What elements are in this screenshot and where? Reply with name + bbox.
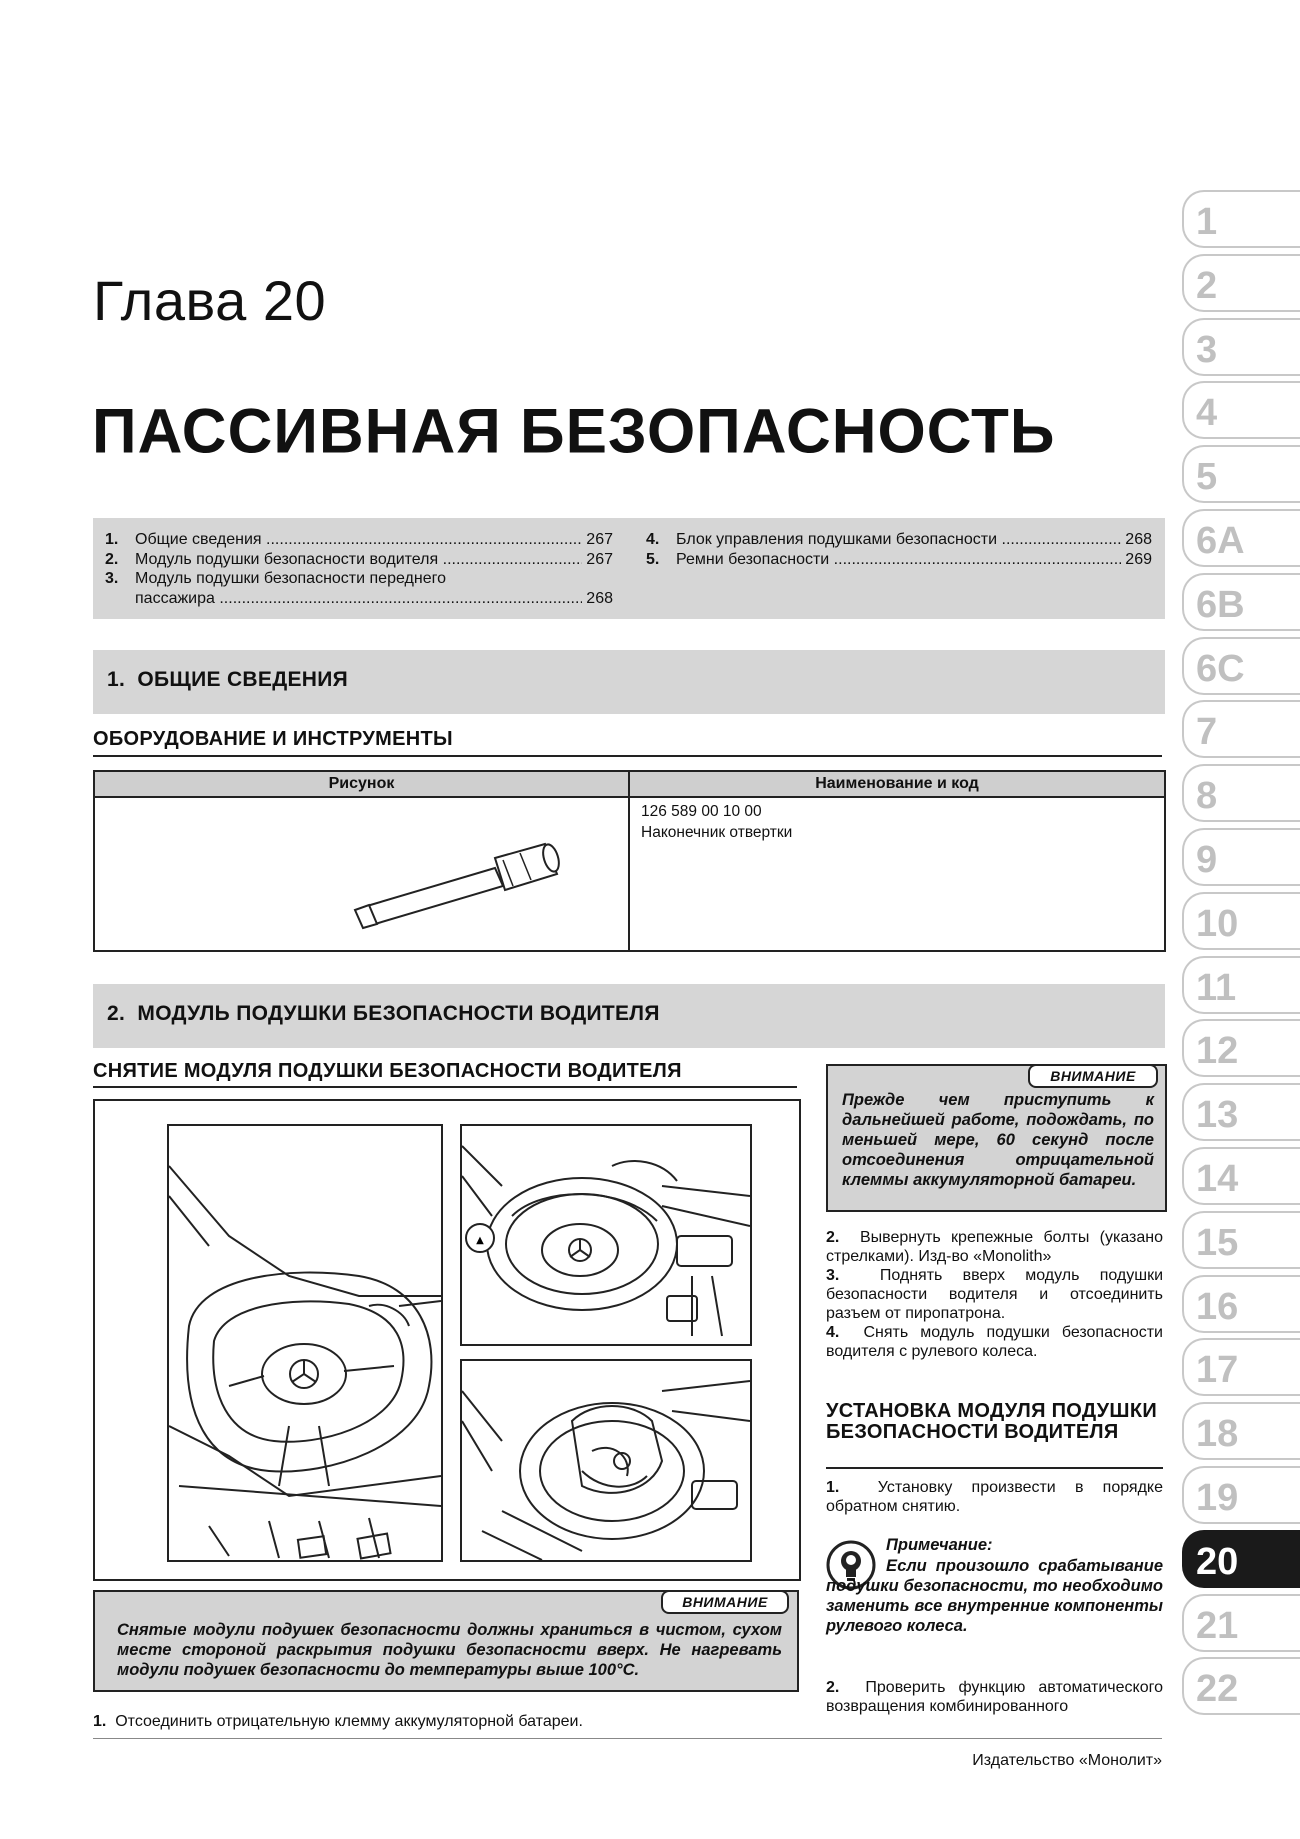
chapter-tab-label: 18	[1196, 1413, 1239, 1456]
step-number: 4.	[826, 1324, 840, 1341]
step-number: 3.	[826, 1267, 840, 1284]
chapter-tab-12[interactable]	[1182, 1019, 1300, 1077]
steering-wheel-line-art	[462, 1126, 750, 1344]
chapter-label: Глава 20	[93, 269, 327, 332]
chapter-tab-11[interactable]	[1182, 956, 1300, 1014]
figure-panel-steering-wheel	[460, 1124, 752, 1346]
chapter-tab-7[interactable]	[1182, 700, 1300, 758]
screwdriver-bit-illustration	[345, 818, 575, 938]
wait-warning-text: Прежде чем приступить к дальнейшей работе, подождать, по меньшей мере, 60 секунд после отсоединения отрицательной клеммы аккумуляторной батареи.	[842, 1091, 1154, 1189]
section-1-heading-bar	[93, 650, 1165, 714]
chapter-tab-8[interactable]	[1182, 764, 1300, 822]
removal-step-2	[826, 1228, 1163, 1266]
chapter-tab-18[interactable]	[1182, 1402, 1300, 1460]
section-2-heading: 2. МОДУЛЬ ПОДУШКИ БЕЗОПАСНОСТИ ВОДИТЕЛЯ	[107, 1002, 660, 1025]
chapter-tab-label: 6A	[1196, 520, 1245, 562]
toc-entry-number: 2.	[105, 550, 119, 568]
toc-entry-title: Общие сведения .....	[135, 530, 582, 550]
storage-warning-text: Снятые модули подушек безопасности должны храниться в чистом, сухом месте стороной раскрытия подушки безопасности вверх. Не нагревать модули подушек безопасности до температуры выше 100°С.	[117, 1621, 782, 1679]
toc-left-column	[105, 530, 613, 608]
toc-entry-title: Блок управления подушками безопасности .....	[676, 530, 1121, 550]
toc-entry-page: 269	[1121, 550, 1152, 570]
toc-entry-number: 4.	[646, 531, 660, 548]
chapter-tab-3[interactable]	[1182, 318, 1300, 376]
chapter-tab-label: 11	[1196, 966, 1237, 1009]
chapter-tab-label: 15	[1196, 1221, 1239, 1264]
toc-entry[interactable]	[105, 550, 613, 570]
footer-rule	[93, 1738, 1162, 1739]
toc-entry[interactable]	[646, 550, 1152, 570]
toc-entry-page: 267	[582, 530, 613, 550]
step-text: Отсоединить отрицательную клемму аккумуляторной батареи.	[115, 1713, 583, 1730]
column-divider	[628, 772, 630, 950]
chapter-tab-16[interactable]	[1182, 1275, 1300, 1333]
step-text: Проверить функцию автоматического возвращения комбинированного	[826, 1679, 1163, 1715]
chapter-tab-label: 14	[1196, 1158, 1239, 1200]
column-header-name-code: Наименование и код	[630, 772, 1164, 798]
chapter-tab-label: 6C	[1196, 647, 1245, 690]
section-1-heading: 1. ОБЩИЕ СВЕДЕНИЯ	[107, 668, 349, 691]
toc-entry-number: 5.	[646, 550, 660, 568]
step-number: 2.	[826, 1679, 840, 1696]
figure-panel-dashboard	[167, 1124, 443, 1562]
step-number: 2.	[826, 1229, 840, 1246]
chapter-tab-label: 21	[1196, 1604, 1239, 1647]
svg-text:▲: ▲	[476, 1235, 484, 1246]
step-text: Установку произвести в порядке обратном снятию.	[826, 1479, 1164, 1515]
step-number: 1.	[93, 1713, 107, 1730]
toc-entry-page: 268	[582, 589, 613, 609]
chapter-tab-6c[interactable]	[1182, 637, 1300, 695]
chapter-tab-label: 10	[1196, 902, 1239, 945]
chapter-tab-label: 3	[1196, 328, 1218, 371]
toc-entry-title: Ремни безопасности .....	[676, 550, 1121, 570]
chapter-tab-label: 9	[1196, 839, 1218, 881]
wait-warning-box	[826, 1064, 1167, 1212]
heading-rule	[826, 1467, 1163, 1469]
chapter-tab-label: 20	[1196, 1540, 1239, 1583]
toc-entry-page: 268	[1121, 530, 1152, 550]
step-text: Поднять вверх модуль подушки безопасности водителя и отсоединить разъем от пиропатрона.	[826, 1267, 1164, 1322]
toc-entry-title: пассажира .....	[135, 589, 582, 609]
note-text: Если произошло срабатывание подушки безопасности, то необходимо заменить все внутренние компоненты рулевого колеса.	[826, 1557, 1163, 1635]
storage-warning-box	[93, 1590, 799, 1692]
chapter-tab-label: 5	[1196, 456, 1218, 499]
chapter-tab-15[interactable]	[1182, 1211, 1300, 1269]
chapter-tab-label: 6B	[1196, 583, 1245, 626]
warning-tag: ВНИМАНИЕ	[1028, 1064, 1158, 1088]
chapter-tab-17[interactable]	[1182, 1338, 1300, 1396]
chapter-tab-6b[interactable]	[1182, 573, 1300, 631]
tool-code: 126 589 00 10 00	[641, 803, 762, 820]
dashboard-line-art	[169, 1126, 441, 1560]
chapter-tab-21[interactable]	[1182, 1594, 1300, 1652]
removal-step-1	[93, 1712, 793, 1731]
install-heading: УСТАНОВКА МОДУЛЯ ПОДУШКИ БЕЗОПАСНОСТИ ВОДИТЕЛЯ	[826, 1400, 1158, 1443]
step-text: Вывернуть крепежные болты (указано стрелками). Изд-во «Monolith»	[826, 1229, 1164, 1265]
chapter-tab-6a[interactable]	[1182, 509, 1300, 567]
note-label: Примечание:	[886, 1536, 993, 1554]
removal-step-3	[826, 1266, 1163, 1323]
chapter-tab-label: 4	[1196, 392, 1218, 435]
chapter-tab-2[interactable]	[1182, 254, 1300, 312]
removal-step-4	[826, 1323, 1163, 1361]
chapter-tab-22[interactable]	[1182, 1657, 1300, 1715]
chapter-tab-1[interactable]	[1182, 190, 1300, 248]
heading-rule	[93, 1086, 797, 1088]
removal-figure	[93, 1099, 801, 1581]
chapter-tab-label: 7	[1196, 711, 1218, 754]
chapter-tab-label: 13	[1196, 1094, 1239, 1137]
toc-entry-number: 1.	[105, 531, 119, 548]
chapter-tab-label: 19	[1196, 1477, 1239, 1519]
chapter-tab-20[interactable]	[1182, 1530, 1300, 1588]
chapter-tab-label: 1	[1196, 201, 1218, 243]
toc-entry[interactable]	[105, 530, 613, 550]
column-header-picture: Рисунок	[95, 772, 628, 798]
chapter-tab-19[interactable]	[1182, 1466, 1300, 1524]
equipment-table	[93, 770, 1166, 952]
chapter-tab-9[interactable]	[1182, 828, 1300, 886]
toc-entry-number: 3.	[105, 570, 119, 587]
publisher-footer: Издательство «Монолит»	[972, 1752, 1162, 1769]
toc-entry-continuation[interactable]	[105, 589, 613, 609]
figure-panel-airbag-module	[460, 1359, 752, 1562]
chapter-tab-5[interactable]	[1182, 445, 1300, 503]
install-step-2	[826, 1678, 1163, 1716]
chapter-tab-14[interactable]	[1182, 1147, 1300, 1205]
chapter-tab-label: 17	[1196, 1349, 1239, 1392]
tool-name: Наконечник отвертки	[641, 824, 793, 841]
install-step-1	[826, 1478, 1163, 1516]
chapter-tab-13[interactable]	[1182, 1083, 1300, 1141]
toc-entry[interactable]	[646, 530, 1152, 550]
toc-entry[interactable]	[105, 569, 613, 589]
airbag-module-line-art	[462, 1361, 750, 1560]
toc-entry-title: Модуль подушки безопасности водителя .....	[135, 550, 582, 570]
chapter-title: ПАССИВНАЯ БЕЗОПАСНОСТЬ	[92, 396, 1056, 467]
toc-entry-title: Модуль подушки безопасности переднего	[135, 570, 446, 587]
chapter-toc	[93, 518, 1165, 619]
chapter-tab-label: 12	[1196, 1030, 1239, 1073]
warning-tag: ВНИМАНИЕ	[661, 1590, 789, 1614]
chapter-tab-label: 16	[1196, 1285, 1239, 1328]
chapter-tab-label: 22	[1196, 1668, 1239, 1711]
equipment-heading: ОБОРУДОВАНИЕ И ИНСТРУМЕНТЫ	[93, 728, 453, 750]
chapter-tab-label: 2	[1196, 264, 1218, 307]
step-text: Снять модуль подушки безопасности водителя с рулевого колеса.	[826, 1324, 1163, 1360]
toc-entry-page: 267	[582, 550, 613, 570]
chapter-tab-4[interactable]	[1182, 381, 1300, 439]
chapter-tab-label: 8	[1196, 775, 1218, 818]
toc-right-column	[646, 530, 1152, 569]
step-number: 1.	[826, 1479, 840, 1496]
heading-rule	[93, 755, 1162, 757]
section-2-heading-bar	[93, 984, 1165, 1048]
removal-heading: СНЯТИЕ МОДУЛЯ ПОДУШКИ БЕЗОПАСНОСТИ ВОДИТЕЛЯ	[93, 1060, 682, 1082]
chapter-tab-10[interactable]	[1182, 892, 1300, 950]
